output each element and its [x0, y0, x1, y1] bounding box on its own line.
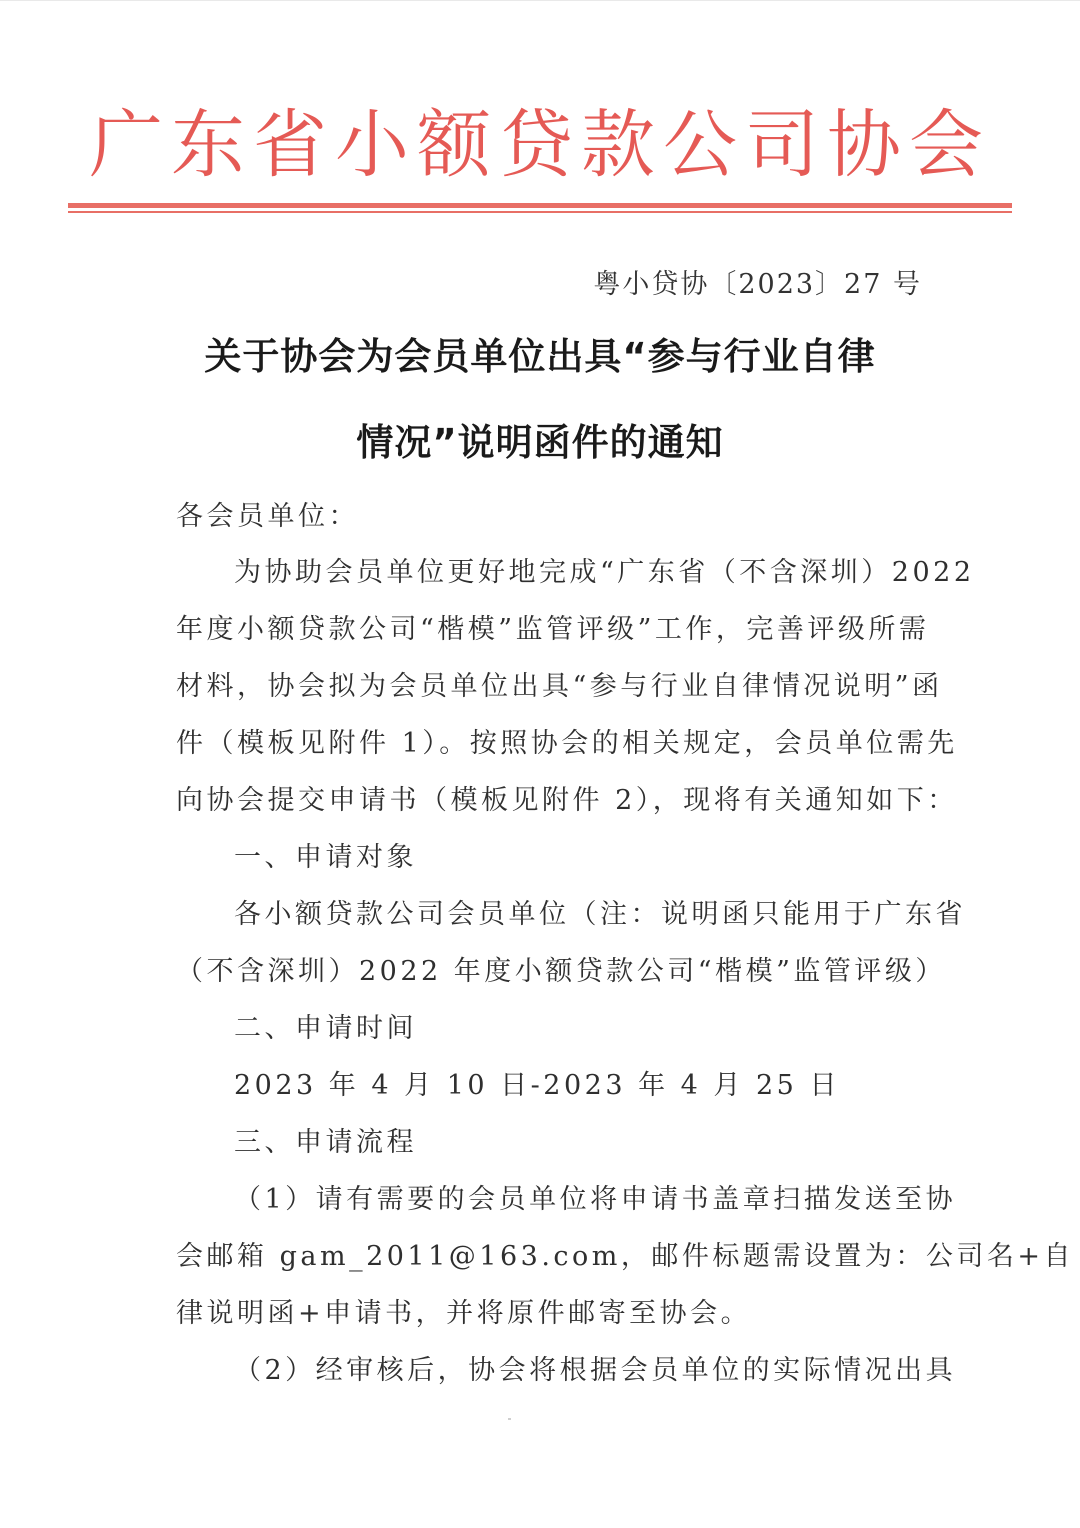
process-step-line: （2）经审核后，协会将根据会员单位的实际情况出具	[234, 1355, 957, 1386]
intro-line: 年度小额贷款公司“楷模”监管评级”工作，完善评级所需	[176, 614, 930, 645]
salutation: 各会员单位：	[176, 501, 359, 532]
intro-line: 为协助会员单位更好地完成“广东省（不含深圳）2022	[234, 557, 975, 588]
letterhead-rule-thick	[68, 203, 1012, 208]
letterhead-rule-thin	[68, 211, 1012, 213]
section-heading-applicants: 一、申请对象	[234, 842, 417, 873]
document-title-line-2: 情况”说明函件的通知	[356, 421, 724, 464]
intro-line: 件（模板见附件 1）。按照协会的相关规定，会员单位需先	[176, 728, 958, 759]
section-text: 各小额贷款公司会员单位（注：说明函只能用于广东省	[234, 899, 966, 930]
section-heading-period: 二、申请时间	[234, 1013, 417, 1044]
intro-line: 向协会提交申请书（模板见附件 2），现将有关通知如下：	[176, 785, 958, 816]
letterhead-org-name: 广东省小额贷款公司协会	[89, 102, 991, 188]
document-number: 粤小贷协〔2023〕27 号	[593, 269, 922, 300]
process-step-line: 会邮箱 gam_2011@163.com，邮件标题需设置为：公司名+自	[176, 1241, 1074, 1272]
application-period: 2023 年 4 月 10 日-2023 年 4 月 25 日	[234, 1070, 840, 1101]
section-text: （不含深圳）2022 年度小额贷款公司“楷模”监管评级）	[176, 956, 946, 987]
intro-line: 材料，协会拟为会员单位出具“参与行业自律情况说明”函	[176, 671, 943, 702]
process-step-line: 律说明函+申请书，并将原件邮寄至协会。	[176, 1298, 752, 1329]
document-title-line-1: 关于协会为会员单位出具“参与行业自律	[204, 335, 876, 378]
process-step-line: （1）请有需要的会员单位将申请书盖章扫描发送至协	[234, 1184, 957, 1215]
scan-speck	[508, 1418, 511, 1420]
section-heading-process: 三、申请流程	[234, 1127, 417, 1158]
